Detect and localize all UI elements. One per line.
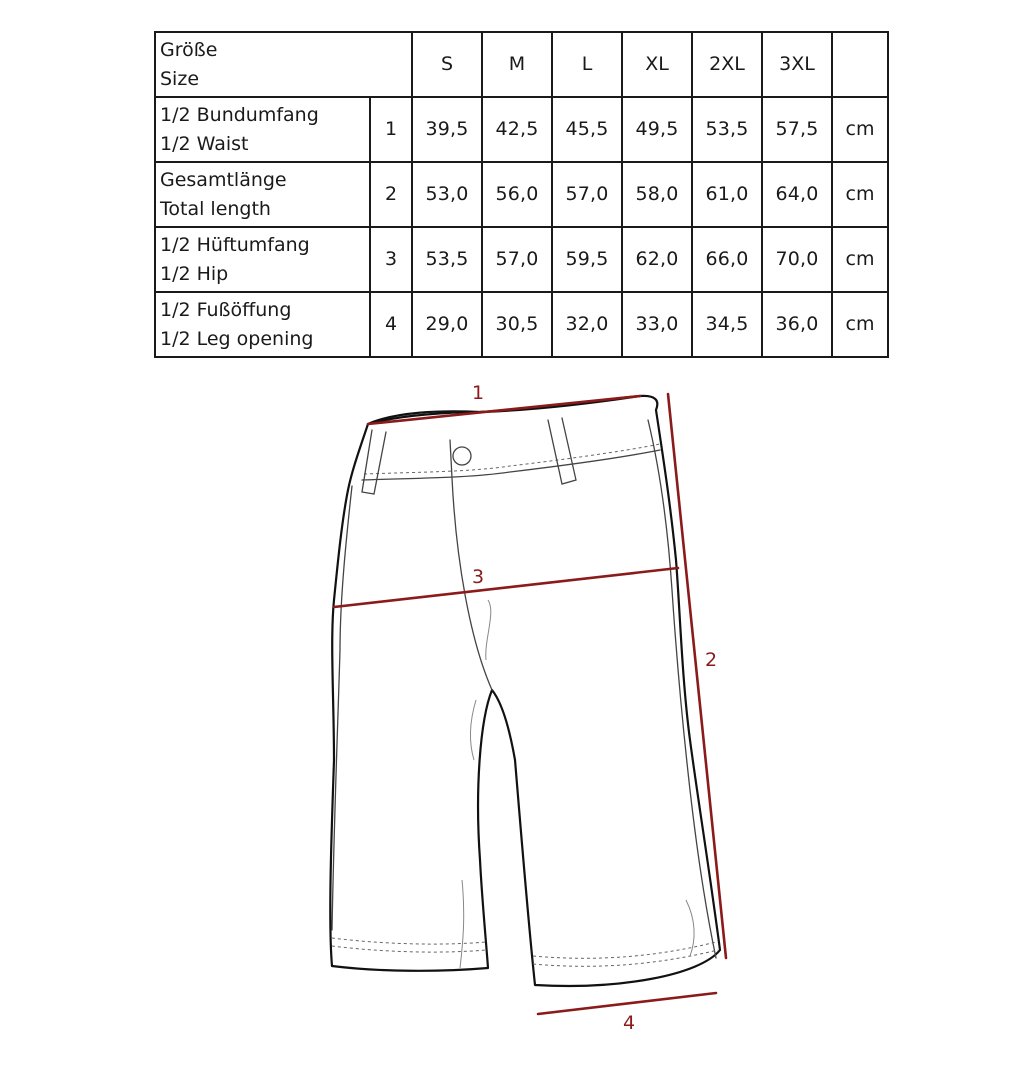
value-cell: 45,5 (552, 97, 622, 162)
value-cell: 53,0 (412, 162, 482, 227)
value-cell: 53,5 (692, 97, 762, 162)
value-cell: 56,0 (482, 162, 552, 227)
left-side-seam (332, 486, 352, 930)
value-cell: 34,5 (692, 292, 762, 357)
unit-cell: cm (832, 97, 888, 162)
value-cell: 59,5 (552, 227, 622, 292)
row-label-en: 1/2 Leg opening (160, 327, 314, 350)
row-label (155, 292, 370, 357)
value-cell: 61,0 (692, 162, 762, 227)
table-row-length (155, 162, 888, 227)
value-cell: 29,0 (412, 292, 482, 357)
value-cell: 49,5 (622, 97, 692, 162)
waistband-lower (362, 450, 660, 480)
length-measure-line (668, 394, 726, 958)
size-label-en: Size (160, 67, 200, 90)
size-m: M (482, 32, 552, 97)
shorts-outline (330, 396, 720, 986)
size-header-row (155, 32, 888, 97)
row-label-de: Gesamtlänge (160, 168, 287, 191)
value-cell: 64,0 (762, 162, 832, 227)
row-label-de: 1/2 Bundumfang (160, 103, 319, 126)
value-cell: 42,5 (482, 97, 552, 162)
unit-cell: cm (832, 227, 888, 292)
value-cell: 32,0 (552, 292, 622, 357)
value-cell: 39,5 (412, 97, 482, 162)
row-number: 1 (370, 97, 412, 162)
value-cell: 53,5 (412, 227, 482, 292)
size-s: S (412, 32, 482, 97)
value-cell: 62,0 (622, 227, 692, 292)
table-row-leg-opening (155, 292, 888, 357)
row-number: 3 (370, 227, 412, 292)
unit-cell: cm (832, 292, 888, 357)
row-label-en: 1/2 Waist (160, 132, 249, 155)
waistband-stitch (364, 444, 660, 474)
value-cell: 66,0 (692, 227, 762, 292)
side-seam-right (648, 420, 716, 958)
row-label-en: Total length (160, 197, 271, 220)
left-hem-stitch-2 (332, 946, 486, 952)
crease-left-leg (460, 880, 464, 968)
shorts-silhouette (330, 396, 720, 986)
shorts-measurement-diagram (0, 370, 1022, 1077)
leg-opening-label: 4 (623, 1012, 636, 1034)
row-label (155, 97, 370, 162)
value-cell: 57,5 (762, 97, 832, 162)
crease-thigh (486, 600, 491, 660)
unit-cell: cm (832, 162, 888, 227)
value-cell: 33,0 (622, 292, 692, 357)
hip-measure-line (334, 568, 678, 607)
value-cell: 36,0 (762, 292, 832, 357)
size-header-label (155, 32, 412, 97)
value-cell: 70,0 (762, 227, 832, 292)
right-hem-stitch-2 (533, 950, 718, 966)
crease-crotch (470, 700, 476, 760)
table-row-hip (155, 227, 888, 292)
size-l: L (552, 32, 622, 97)
row-number: 2 (370, 162, 412, 227)
row-label-de: 1/2 Hüftumfang (160, 233, 310, 256)
belt-loop-right (548, 418, 576, 484)
hip-label: 3 (472, 566, 485, 588)
row-number: 4 (370, 292, 412, 357)
row-label-de: 1/2 Fußöffung (160, 298, 292, 321)
leg-opening-measure-line (538, 993, 716, 1014)
length-label: 2 (705, 649, 718, 671)
table-row-waist (155, 97, 888, 162)
belt-loop-left (362, 430, 386, 494)
value-cell: 57,0 (482, 227, 552, 292)
size-2xl: 2XL (692, 32, 762, 97)
button (453, 447, 471, 465)
value-cell: 57,0 (552, 162, 622, 227)
size-chart-table (154, 31, 889, 358)
size-3xl: 3XL (762, 32, 832, 97)
waist-label: 1 (472, 382, 485, 404)
row-label-en: 1/2 Hip (160, 262, 229, 285)
value-cell: 58,0 (622, 162, 692, 227)
waist-measure-line (368, 396, 640, 424)
size-xl: XL (622, 32, 692, 97)
row-label (155, 227, 370, 292)
value-cell: 30,5 (482, 292, 552, 357)
size-label-de: Größe (160, 38, 218, 61)
row-label (155, 162, 370, 227)
unit-header-empty (832, 32, 888, 97)
